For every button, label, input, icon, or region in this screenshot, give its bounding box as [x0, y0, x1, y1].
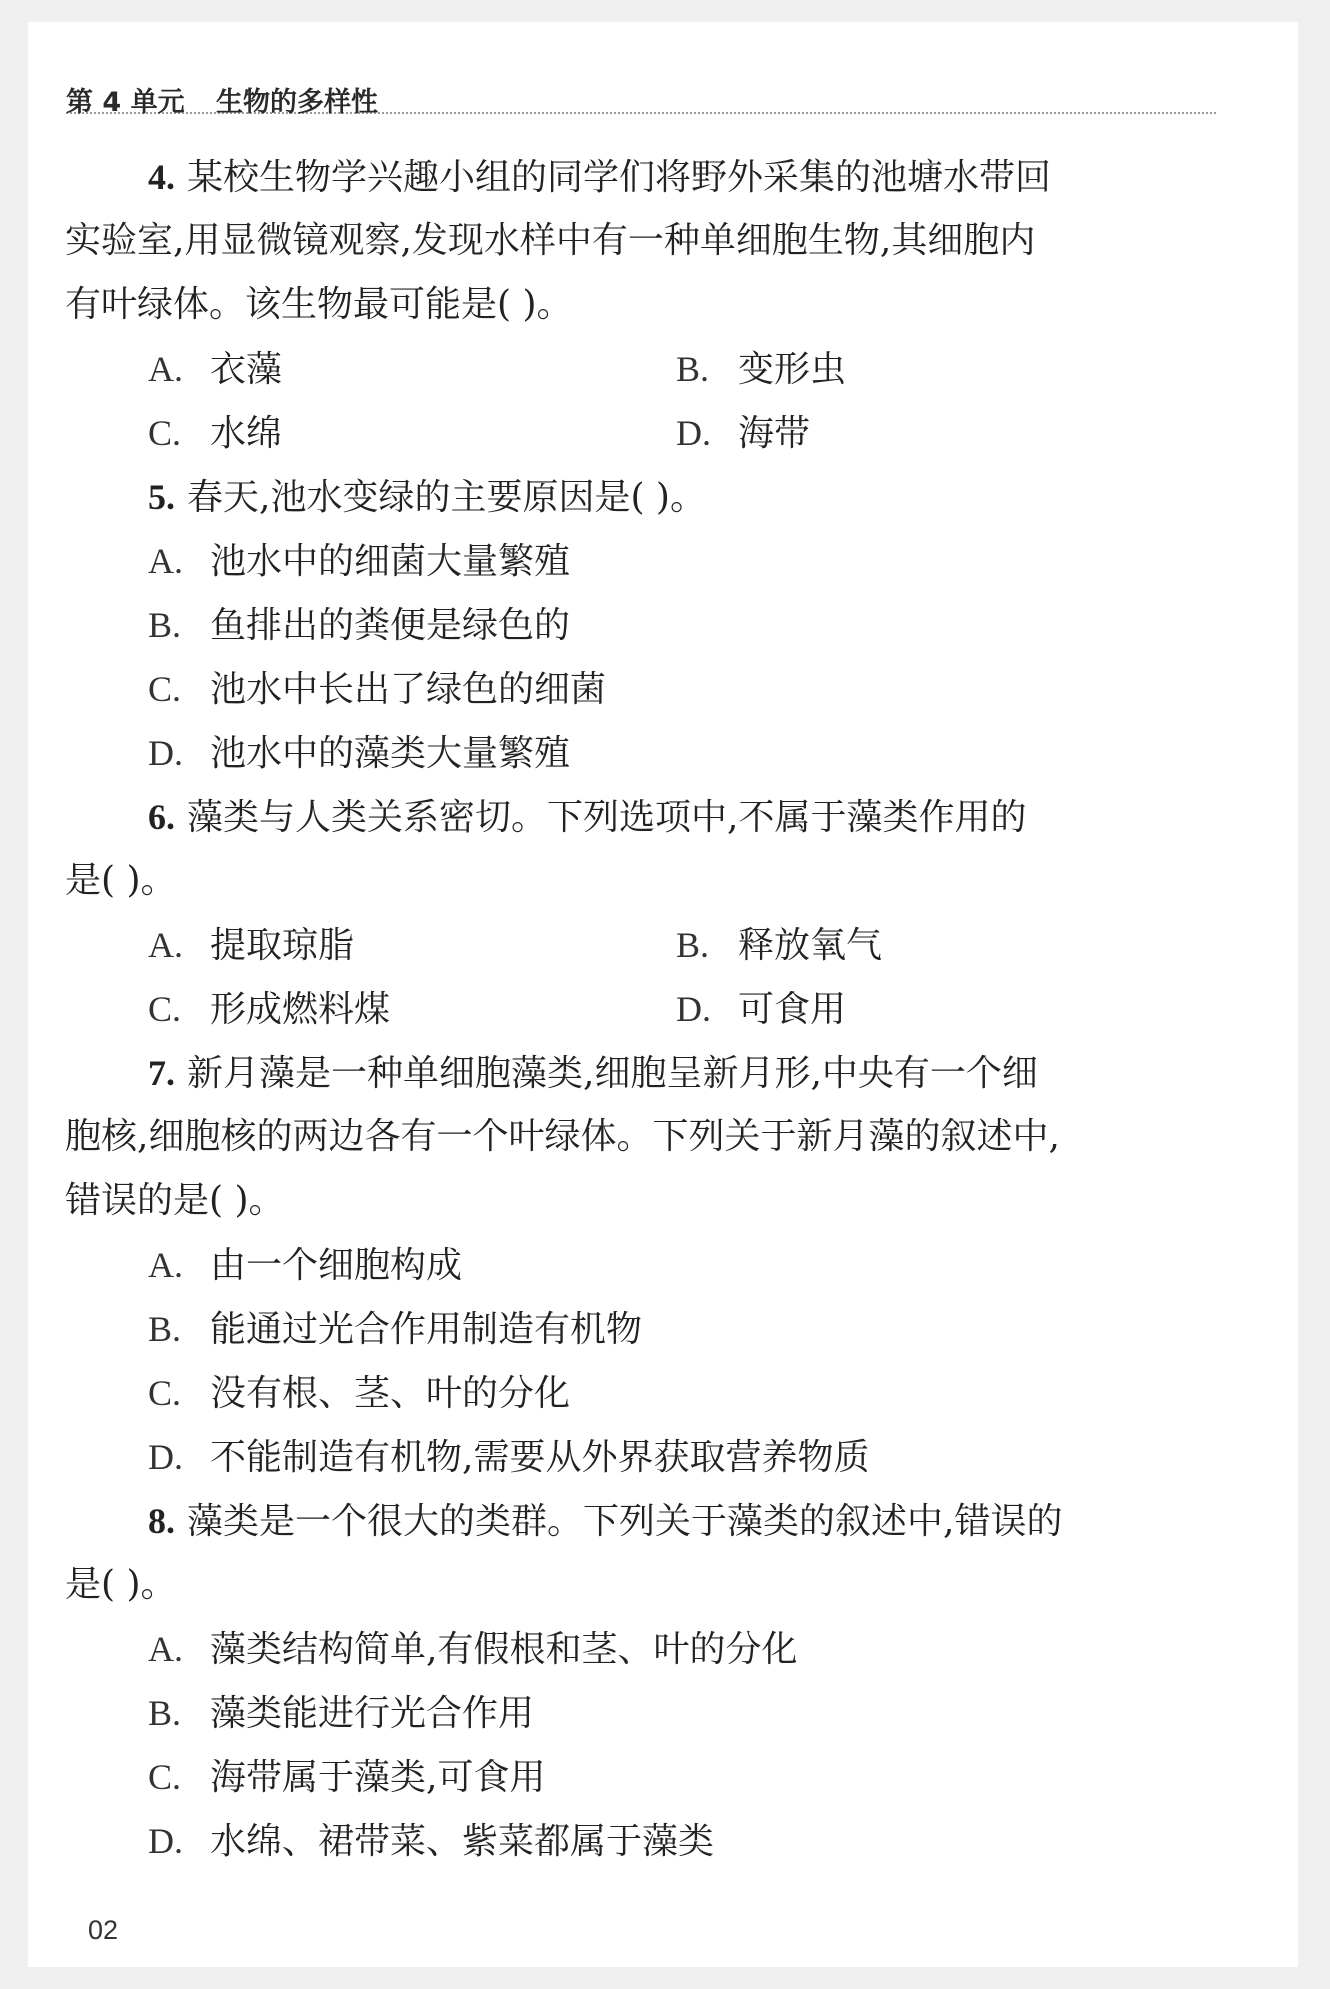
option-c[interactable]: [65, 1361, 1215, 1425]
question-4-options-row-1: [65, 337, 1215, 401]
option-text: 池水中长出了绿色的细菌: [210, 669, 607, 710]
question-8-line-1: [65, 1489, 1215, 1553]
option-a[interactable]: [65, 1233, 1215, 1297]
question-6-options-row-2: [65, 977, 1215, 1041]
option-d[interactable]: [65, 1425, 1215, 1489]
option-letter: A.: [148, 541, 183, 581]
option-letter: A.: [148, 925, 183, 965]
option-letter: B.: [676, 349, 710, 389]
option-text: 变形虫: [738, 349, 847, 390]
option-text: 不能制造有机物,需要从外界获取营养物质: [210, 1437, 870, 1478]
running-header: [66, 60, 1216, 118]
unit-label: 第 4 单元: [66, 87, 185, 118]
option-letter: C.: [148, 669, 182, 709]
question-number: 4.: [148, 157, 175, 197]
questions: [65, 145, 1215, 1873]
question-text: 新月藻是一种单细胞藻类,细胞呈新月形,中央有一个细: [187, 1053, 1038, 1094]
option-c[interactable]: [65, 1745, 1215, 1809]
question-text: 春天,池水变绿的主要原因是( )。: [187, 477, 706, 518]
option-text: 衣藻: [210, 349, 283, 390]
option-letter: A.: [148, 1245, 183, 1285]
option-a[interactable]: [148, 337, 282, 402]
option-letter: A.: [148, 1629, 183, 1669]
option-text: 能通过光合作用制造有机物: [210, 1309, 643, 1350]
option-d[interactable]: [65, 721, 1215, 785]
question-number: 8.: [148, 1501, 175, 1541]
option-b[interactable]: [676, 337, 846, 402]
option-letter: D.: [148, 1437, 183, 1477]
question-7-line-2: 胞核,细胞核的两边各有一个叶绿体。下列关于新月藻的叙述中,: [65, 1116, 1060, 1157]
question-5-line-1: [65, 465, 1215, 529]
option-letter: C.: [148, 413, 182, 453]
option-b[interactable]: [65, 593, 1215, 657]
option-text: 提取琼脂: [210, 925, 355, 966]
option-letter: A.: [148, 349, 183, 389]
option-d[interactable]: [676, 977, 846, 1042]
unit-title: 生物的多样性: [216, 87, 378, 118]
option-text: 藻类结构简单,有假根和茎、叶的分化: [210, 1629, 798, 1670]
option-letter: D.: [148, 733, 183, 773]
option-text: 池水中的细菌大量繁殖: [210, 541, 571, 582]
option-letter: C.: [148, 989, 182, 1029]
option-text: 水绵: [210, 413, 283, 454]
question-6-line-1: [65, 785, 1215, 849]
option-text: 鱼排出的粪便是绿色的: [210, 605, 571, 646]
option-a[interactable]: [65, 1617, 1215, 1681]
option-text: 池水中的藻类大量繁殖: [210, 733, 571, 774]
question-4-options-row-2: [65, 401, 1215, 465]
option-b[interactable]: [65, 1681, 1215, 1745]
option-text: 释放氧气: [738, 925, 883, 966]
option-letter: D.: [148, 1821, 183, 1861]
option-text: 可食用: [738, 989, 847, 1030]
option-d[interactable]: [676, 401, 810, 466]
question-number: 5.: [148, 477, 175, 517]
question-8-line-2: 是( )。: [65, 1564, 177, 1605]
option-text: 海带: [738, 413, 811, 454]
option-a[interactable]: [65, 529, 1215, 593]
option-a[interactable]: [148, 913, 354, 978]
option-text: 形成燃料煤: [210, 989, 391, 1030]
option-letter: D.: [676, 989, 711, 1029]
option-b[interactable]: [65, 1297, 1215, 1361]
option-text: 藻类能进行光合作用: [210, 1693, 535, 1734]
option-text: 由一个细胞构成: [210, 1245, 463, 1286]
question-7-line-3: 错误的是( )。: [65, 1180, 285, 1221]
option-c[interactable]: [148, 977, 390, 1042]
question-text: 某校生物学兴趣小组的同学们将野外采集的池塘水带回: [187, 157, 1052, 198]
question-number: 6.: [148, 797, 175, 837]
question-6-line-2: 是( )。: [65, 860, 177, 901]
question-6-options-row-1: [65, 913, 1215, 977]
option-c[interactable]: [148, 401, 282, 466]
question-4-line-2: 实验室,用显微镜观察,发现水样中有一种单细胞生物,其细胞内: [65, 220, 1036, 261]
question-text: 藻类是一个很大的类群。下列关于藻类的叙述中,错误的: [187, 1501, 1063, 1542]
page-number: 02: [88, 1915, 119, 1945]
question-text: 藻类与人类关系密切。下列选项中,不属于藻类作用的: [187, 797, 1027, 838]
option-d[interactable]: [65, 1809, 1215, 1873]
option-letter: B.: [676, 925, 710, 965]
question-4-line-3: 有叶绿体。该生物最可能是( )。: [65, 284, 573, 325]
option-letter: B.: [148, 1309, 182, 1349]
question-7-line-1: [65, 1041, 1215, 1105]
option-letter: B.: [148, 1693, 182, 1733]
question-number: 7.: [148, 1053, 175, 1093]
option-c[interactable]: [65, 657, 1215, 721]
option-text: 水绵、裙带菜、紫菜都属于藻类: [210, 1821, 715, 1862]
option-letter: C.: [148, 1373, 182, 1413]
option-text: 没有根、茎、叶的分化: [210, 1373, 571, 1414]
option-letter: D.: [676, 413, 711, 453]
option-letter: B.: [148, 605, 182, 645]
question-4-line-1: [65, 145, 1215, 209]
option-letter: C.: [148, 1757, 182, 1797]
option-text: 海带属于藻类,可食用: [210, 1757, 546, 1798]
option-b[interactable]: [676, 913, 882, 978]
